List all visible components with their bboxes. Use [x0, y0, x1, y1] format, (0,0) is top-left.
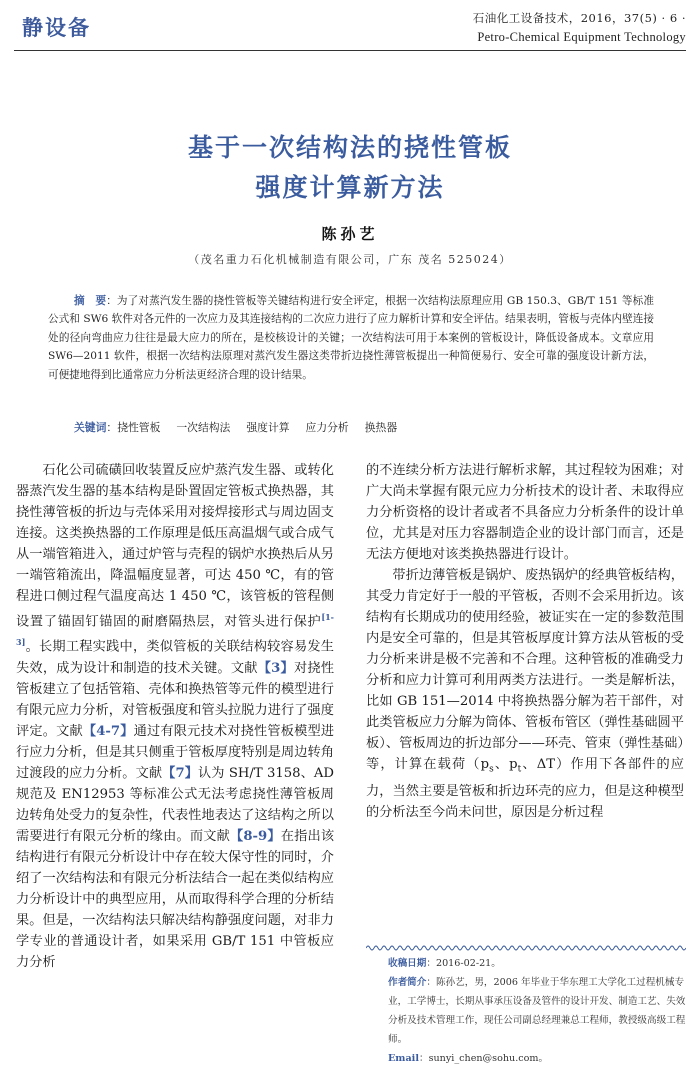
keyword: 应力分析 — [305, 421, 349, 434]
keywords: 关键词：挠性管板 一次结构法 强度计算 应力分析 换热器 — [74, 421, 398, 434]
body-paragraph: 的不连续分析方法进行解析求解，其过程较为困难；对广大尚未掌握有限元应力分析技术的设计者、未取得应力分析资格的设计者或者不具备应力分析条件的设计单位，尤其是对压力容器制造企业的设计部门而言，还是无法方便地对该类换热器进行设计。 — [366, 463, 684, 562]
affiliation: （茂名重力石化机械制造有限公司，广东 茂名 525024） — [188, 253, 512, 266]
keyword: 挠性管板 — [117, 421, 161, 434]
footnote — [388, 954, 686, 1068]
author-bio: 作者简介：陈孙艺，男，2006 年毕业于华东理工大学化工过程机械专业，工学博士，长期从事承压设备及管件的设计开发、制造工艺、失效分析及技术管理工作，现任公司副总经理兼总工程师，教授级高级工程师。 — [388, 977, 686, 1045]
body-column-left — [16, 460, 334, 973]
citation: 【7】 — [162, 765, 199, 781]
journal-name-en: Petro-Chemical Equipment Technology — [477, 30, 686, 44]
citation: 【8-9】 — [229, 828, 281, 844]
keyword: 一次结构法 — [176, 421, 231, 434]
author-name: 陈孙艺 — [321, 225, 379, 243]
journal-citation: 石油化工设备技术，2016，37(5) · 6 · — [472, 11, 686, 25]
keywords-label: 关键词 — [74, 421, 107, 434]
body-paragraph: 带折边薄管板是锅炉、废热锅炉的经典管板结构，其受力肯定好于一般的平管板，否则不会采用折边。该结构有长期成功的使用经验，被证实在一定的参数范围内是安全可靠的，但是其管板厚度计算方法从管板的受力分析来讲是极不完善和不合理。这种管板的准确受力分析和应力计算可利用两类方法进行。一类是解析法，比如 GB 151—2014 中将换热器分解为若干部件，对此类管板应力分解为筒体、管板布管区（弹性基础圆平板）、管板周边的折边部分——环壳、管束（弹性基础）等，计算在载荷（$p_s$、$p_t$、ΔT）作用下各部件的应力，当然主要是管板和折边环壳的应力，但是这种模型的分析法至今尚未问世，原因是分析过程 — [366, 568, 684, 820]
abstract-text: ：为了对蒸汽发生器的挠性管板等关键结构进行安全评定，根据一次结构法原理应用 GB 150.3、GB/T 151 等标准公式和 SW6 软件对各元件的一次应力及其连接结构的二次应力进行了应力解析计算和安全评估。结果表明，管板与壳体内壁连接处的径向弯曲应力往往是最大应力的所在，是校核设计的关键；一次结构法可用于本案例的管板设计，降低设备成本。文章应用 SW6—2011 软件，根据一次结构法原理对蒸汽发生器这类带折边挠性薄管板提出一种简便易行、安全可靠的强度设计新方法，可便捷地得到比通常应力分析法更经济合理的设计结果。 — [48, 295, 654, 381]
article-title-line1: 基于一次结构法的挠性管板 — [187, 133, 512, 162]
header-rule — [14, 50, 686, 51]
abstract-label: 摘 要 — [74, 295, 107, 307]
footnote-divider — [366, 944, 686, 952]
body-column-right — [366, 460, 684, 823]
citation: 【4-7】 — [82, 723, 134, 739]
section-tag: 静设备 — [22, 16, 91, 40]
received-date: 收稿日期：2016-02-21。 — [388, 958, 501, 969]
keyword: 换热器 — [364, 421, 398, 434]
body-paragraph: 石化公司硫磺回收装置反应炉蒸汽发生器、或转化器蒸汽发生器的基本结构是卧置固定管板式换热器，其挠性薄管板的折边与壳体采用对接焊接形式与周边固支连接。这类换热器的工作原理是低压高温烟气或合成气从一端管箱进入，通过炉管与壳程的锅炉水换热后从另一端管箱流出，降温幅度显著，可达 450 ℃，有的管程进口侧过程气温度高达 1 450 ℃，该管板的管程侧设置了锚固钉锚固的耐磨隔热层，对管头进行保护[1-3]。长期工程实践中，类似管板的关联结构较容易发生失效，成为设计和制造的技术关键。文献【3】对挠性管板建立了包括管箱、壳体和换热管等元件的模型进行有限元应力分析，对管板强度和管头拉脱力进行了强度评定。文献【4-7】通过有限元技术对挠性管板模型进行应力分析，但是其只侧重于管板厚度特别是周边转角过渡段的应力分析。文献【7】认为 SH/T 3158、AD 规范及 EN12953 等标准公式无法考虑挠性薄管板周边转角处受力的复杂性，代表性地表达了这结构之所以需要进行有限元分析的缘由。而文献【8-9】在指出该结构进行有限元分析设计中存在较大保守性的同时，介绍了一次结构法和有限元分析法结合一起在类似结构应力分析设计中的典型应用，从而取得科学合理的分析结果。但是，一次结构法只解决结构静强度问题，对非力学专业的普通设计者，如果采用 GB/T 151 中管板应力分析 — [16, 463, 335, 970]
citation: 【3】 — [257, 660, 294, 676]
keyword: 强度计算 — [246, 421, 290, 434]
article-title-line2: 强度计算新方法 — [255, 173, 445, 202]
page-header — [0, 0, 700, 58]
abstract — [48, 292, 654, 384]
author-email: Email：sunyi_chen@sohu.com。 — [388, 1053, 549, 1064]
citation: [1-3] — [16, 612, 334, 648]
